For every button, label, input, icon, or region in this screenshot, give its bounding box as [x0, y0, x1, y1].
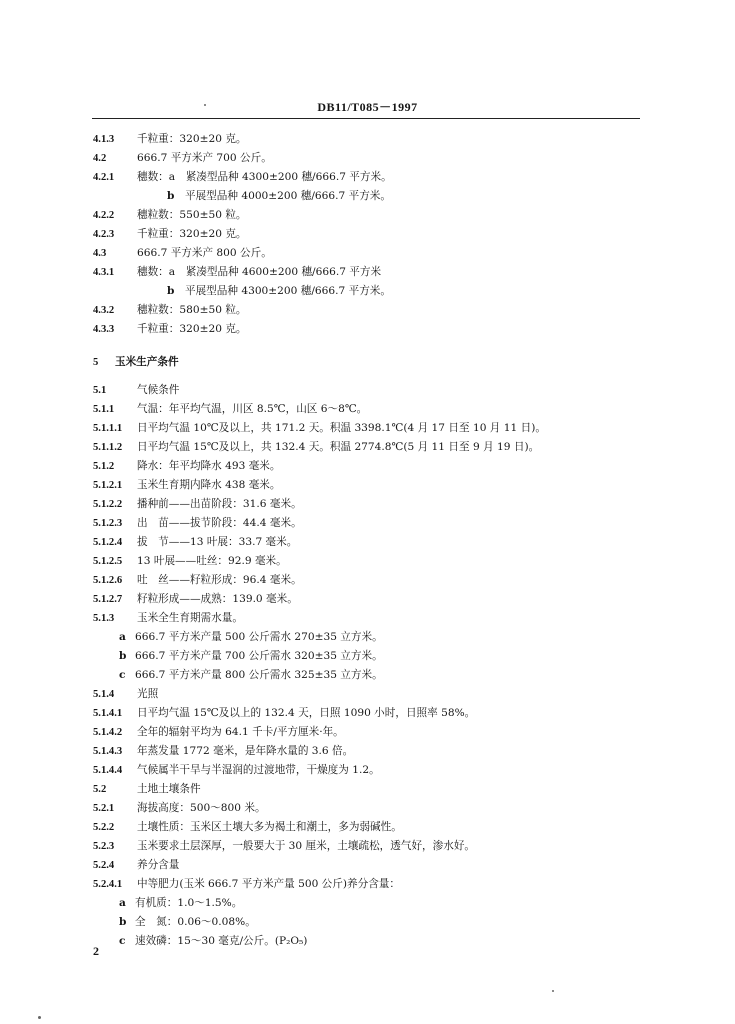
clause-number: 4.2 — [93, 153, 107, 164]
clause-number: 5.1.2.6 — [93, 575, 123, 586]
clause-line — [93, 282, 641, 301]
clause-text: 玉米要求土层深厚，一般要大于 30 厘米，土壤疏松，透气好，渗水好。 — [137, 840, 476, 852]
clause-line — [93, 400, 641, 419]
clause-line — [93, 837, 641, 856]
clause-line — [93, 818, 641, 837]
document-body — [93, 130, 641, 951]
page-number: 2 — [93, 944, 99, 958]
clause-text: 籽粒形成——成熟：139.0 毫米。 — [137, 593, 298, 605]
clause-line — [93, 875, 641, 894]
clause-line — [93, 244, 641, 263]
sub-item — [119, 628, 383, 647]
clause-line — [93, 263, 641, 282]
clause-number: 5.1.2.4 — [93, 537, 123, 548]
clause-text: 穗数：a 紧凑型品种 4300±200 穗/666.7 平方米。 — [137, 171, 392, 183]
clause-line — [93, 780, 641, 799]
clause-text: 土地土壤条件 — [137, 783, 201, 795]
sub-item — [119, 894, 242, 913]
item-letter: a — [119, 897, 126, 909]
clause-line — [93, 913, 641, 932]
clause-line — [93, 419, 641, 438]
clause-number: 5.1.4.1 — [93, 708, 123, 719]
sub-item — [119, 932, 307, 951]
item-text: 666.7 平方米产量 700 公斤需水 320±35 立方米。 — [135, 650, 383, 662]
clause-line — [93, 628, 641, 647]
clause-line — [93, 225, 641, 244]
clause-line — [93, 206, 641, 225]
clause-number: 5.1.4.2 — [93, 727, 123, 738]
scan-speck — [204, 104, 206, 106]
clause-text: 吐 丝——籽粒形成：96.4 毫米。 — [137, 574, 302, 586]
clause-number: 4.3 — [93, 248, 107, 259]
clause-line — [93, 666, 641, 685]
clause-number: 5.1.4 — [93, 689, 115, 700]
clause-line — [93, 590, 641, 609]
scan-speck — [38, 1016, 41, 1019]
clause-text: 养分含量 — [137, 859, 180, 871]
clause-number: 5.1.4.3 — [93, 746, 123, 757]
clause-line — [93, 761, 641, 780]
clause-text: 千粒重：320±20 克。 — [137, 133, 247, 145]
clause-number: 5.1.2.7 — [93, 594, 123, 605]
clause-text: 千粒重：320±20 克。 — [137, 323, 247, 335]
clause-number: 5.1.2.1 — [93, 480, 123, 491]
item-letter: c — [119, 935, 126, 947]
clause-number: 5.1.2.3 — [93, 518, 123, 529]
clause-line — [93, 320, 641, 339]
clause-text: 气温：年平均气温，川区 8.5℃，山区 6～8℃。 — [137, 403, 368, 415]
item-text: 666.7 平方米产量 800 公斤需水 325±35 立方米。 — [135, 669, 383, 681]
clause-line — [93, 187, 641, 206]
item-text: 速效磷：15～30 毫克/公斤。(P₂O₅) — [135, 935, 308, 947]
clause-text: 拔 节——13 叶展：33.7 毫米。 — [137, 536, 298, 548]
clause-text: 日平均气温 10℃及以上，共 171.2 天。积温 3398.1℃(4 月 17 日至 10 月 11 日)。 — [137, 422, 546, 434]
sub-item — [167, 187, 391, 206]
clause-text: 千粒重：320±20 克。 — [137, 228, 247, 240]
item-letter: b — [119, 916, 127, 928]
clause-number: 5 — [93, 357, 99, 368]
section-title: 玉米生产条件 — [115, 356, 179, 368]
clause-number: 5.1.1.2 — [93, 442, 123, 453]
clause-number: 5.1.3 — [93, 613, 115, 624]
clause-number: 5.1.2 — [93, 461, 115, 472]
clause-line — [93, 685, 641, 704]
sub-item — [167, 282, 391, 301]
clause-text: 土壤性质：玉米区土壤大多为褐土和潮土，多为弱碱性。 — [137, 821, 402, 833]
clause-number: 4.3.3 — [93, 324, 115, 335]
clause-line — [93, 130, 641, 149]
clause-line — [93, 723, 641, 742]
item-text: 666.7 平方米产量 500 公斤需水 270±35 立方米。 — [135, 631, 383, 643]
item-letter: a — [119, 631, 126, 643]
clause-number: 5.2 — [93, 784, 107, 795]
clause-line — [93, 381, 641, 400]
clause-text: 玉米生育期内降水 438 毫米。 — [137, 479, 281, 491]
item-letter: b — [167, 190, 175, 202]
clause-line — [93, 856, 641, 875]
clause-text: 13 叶展——吐丝：92.9 毫米。 — [137, 555, 287, 567]
sub-item — [119, 647, 383, 666]
clause-number: 4.1.3 — [93, 134, 115, 145]
clause-line — [93, 742, 641, 761]
clause-text: 666.7 平方米产 800 公斤。 — [137, 247, 272, 259]
clause-number: 5.1.2.2 — [93, 499, 123, 510]
clause-line — [93, 704, 641, 723]
header-rule — [92, 118, 640, 119]
clause-number: 5.1 — [93, 385, 107, 396]
clause-number: 4.2.2 — [93, 210, 115, 221]
clause-text: 海拔高度：500～800 米。 — [137, 802, 266, 814]
clause-line — [93, 495, 641, 514]
clause-line — [93, 647, 641, 666]
clause-text: 全年的辐射平均为 64.1 千卡/平方厘米·年。 — [137, 726, 344, 738]
clause-text: 降水：年平均降水 493 毫米。 — [137, 460, 281, 472]
clause-text: 穗粒数：550±50 粒。 — [137, 209, 247, 221]
clause-number: 5.1.4.4 — [93, 765, 123, 776]
clause-text: 出 苗——拔节阶段：44.4 毫米。 — [137, 517, 302, 529]
clause-text: 穗数：a 紧凑型品种 4600±200 穗/666.7 平方米 — [137, 266, 382, 278]
item-letter: c — [119, 669, 126, 681]
clause-number: 4.3.2 — [93, 305, 115, 316]
clause-line — [93, 301, 641, 320]
clause-number: 4.2.3 — [93, 229, 115, 240]
clause-line — [93, 552, 641, 571]
clause-number: 5.2.1 — [93, 803, 115, 814]
document-header: DB11/T085－1997 — [317, 100, 418, 114]
clause-text: 播种前——出苗阶段：31.6 毫米。 — [137, 498, 302, 510]
clause-text: 玉米全生育期需水量。 — [137, 612, 243, 624]
clause-number: 5.1.1 — [93, 404, 115, 415]
sub-item — [119, 666, 383, 685]
clause-text: 穗粒数：580±50 粒。 — [137, 304, 247, 316]
item-text: 平展型品种 4000±200 穗/666.7 平方米。 — [185, 190, 391, 202]
clause-text: 中等肥力(玉米 666.7 平方米产量 500 公斤)养分含量： — [137, 878, 400, 890]
clause-line — [93, 609, 641, 628]
clause-line — [93, 353, 641, 372]
clause-line — [93, 799, 641, 818]
clause-number: 4.3.1 — [93, 267, 115, 278]
clause-number: 5.2.3 — [93, 841, 115, 852]
clause-text: 666.7 平方米产 700 公斤。 — [137, 152, 272, 164]
clause-text: 光照 — [137, 688, 159, 700]
clause-number: 5.2.4.1 — [93, 879, 123, 890]
clause-number: 5.2.4 — [93, 860, 115, 871]
item-letter: b — [167, 285, 175, 297]
clause-number: 5.1.2.5 — [93, 556, 123, 567]
clause-text: 年蒸发量 1772 毫米，是年降水量的 3.6 倍。 — [137, 745, 354, 757]
clause-text: 气候条件 — [137, 384, 180, 396]
sub-item — [119, 913, 256, 932]
clause-line — [93, 514, 641, 533]
clause-line — [93, 894, 641, 913]
clause-number: 5.2.2 — [93, 822, 115, 833]
item-text: 平展型品种 4300±200 穗/666.7 平方米。 — [185, 285, 391, 297]
clause-text: 日平均气温 15℃及以上的 132.4 天，日照 1090 小时，日照率 58%。 — [137, 707, 476, 719]
item-text: 有机质：1.0～1.5%。 — [135, 897, 243, 909]
clause-number: 5.1.1.1 — [93, 423, 123, 434]
scan-speck — [552, 990, 554, 992]
item-text: 全 氮：0.06～0.08%。 — [135, 916, 256, 928]
clause-line — [93, 168, 641, 187]
clause-text: 气候属半干旱与半湿润的过渡地带，干燥度为 1.2。 — [137, 764, 380, 776]
clause-text: 日平均气温 15℃及以上，共 132.4 天。积温 2774.8℃(5 月 11 日至 9 月 19 日)。 — [137, 441, 540, 453]
clause-line — [93, 476, 641, 495]
item-letter: b — [119, 650, 127, 662]
clause-line — [93, 149, 641, 168]
clause-number: 4.2.1 — [93, 172, 115, 183]
clause-line — [93, 571, 641, 590]
clause-line — [93, 533, 641, 552]
clause-line — [93, 932, 641, 951]
clause-line — [93, 438, 641, 457]
clause-line — [93, 457, 641, 476]
